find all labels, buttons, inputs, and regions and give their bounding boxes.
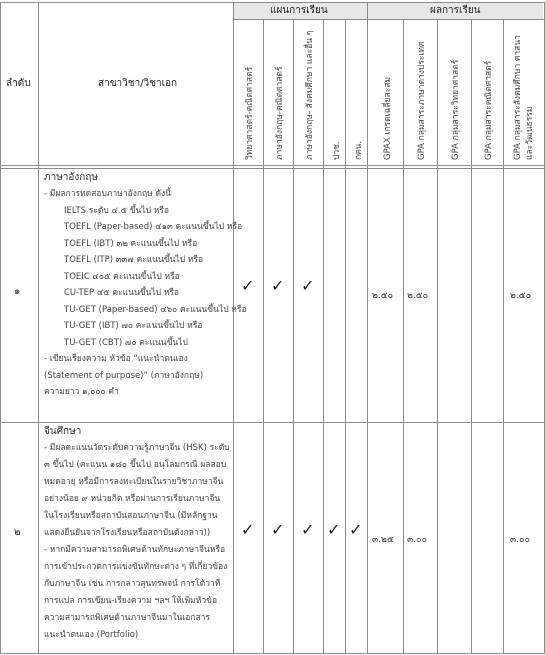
requirement-line: ความสามารถพิเศษด้านภาษาจีนมาในเอกสาร	[44, 613, 211, 623]
requirement-line: ความยาว ๑,๐๐๐ คำ	[44, 387, 119, 397]
requirement-line: ๓ ขึ้นไป (คะแนน ๑๘๐ ขึ้นไป อนุโลมกรณี ผลสอบ	[44, 460, 227, 470]
requirement-line: TOEFL (Paper-based) ๔๑๓ คะแนนขึ้นไป หรือ	[64, 222, 243, 232]
requirement-line: - เขียนเรียงความ หัวข้อ “แนะนำตนเอง	[44, 354, 188, 364]
requirement-line: การเข้าประกวดการแข่งขันทักษะต่าง ๆ ที่เกี่ยวข้อง	[44, 562, 228, 572]
requirement-line: แนะนำตนเอง (Portfolio)	[44, 630, 139, 640]
requirement-line: TOEIC ๔๐๕ คะแนนขึ้นไป หรือ	[64, 271, 180, 282]
check-mark: ✓	[349, 520, 363, 539]
gpa-social-value: ๒.๕๐	[510, 291, 532, 301]
check-mark: ✓	[241, 520, 255, 539]
plan-header-sci-math: วิทยาศาสตร์-คณิตศาสตร์	[245, 66, 255, 160]
gpa-foreign-value: ๒.๕๐	[407, 291, 429, 301]
requirement-line: TU-GET (Paper-based) ๔๖๐ คะแนนขึ้นไป หรือ	[64, 304, 247, 315]
gpax-value: ๓.๒๕	[372, 535, 394, 545]
check-mark: ✓	[241, 276, 255, 295]
result-header-math: GPA กลุ่มสาระคณิตศาสตร์	[484, 60, 494, 160]
row-number: ๑	[14, 286, 21, 297]
check-mark: ✓	[327, 520, 341, 539]
requirement-line: - มีผลการทดสอบภาษาอังกฤษ ดังนี้	[44, 189, 171, 199]
requirement-line: (Statement of purpose)” (ภาษาอังกฤษ)	[44, 370, 204, 381]
row-number: ๒	[14, 527, 21, 538]
result-header-science: GPA กลุ่มสาระวิทยาศาสตร์	[451, 59, 461, 160]
check-mark: ✓	[271, 520, 285, 539]
plan-header-vocational: ปวช.	[332, 141, 342, 160]
gpa-social-value: ๓.๐๐	[510, 535, 530, 545]
check-mark: ✓	[301, 520, 315, 539]
requirement-line: TOEFL (ITP) ๓๓๗ คะแนนขึ้นไป หรือ	[64, 255, 204, 265]
result-header-foreign: GPA กลุ่มสาระภาษาต่างประเทศ	[417, 41, 427, 160]
requirement-line: กับภาษาจีน เช่น การกล่าวสุนทรพจน์ การโต้วาที	[44, 579, 221, 589]
requirement-line: TOEFL (IBT) ๓๒ คะแนนขึ้นไป หรือ	[64, 238, 198, 249]
requirements-list	[44, 440, 230, 644]
requirement-line: หมดอายุ หรือมีการลงทะเบียนในรายวิชาภาษาจีน	[44, 477, 224, 487]
gpax-value: ๒.๕๐	[372, 291, 394, 301]
major-title: จีนศึกษา	[44, 426, 82, 437]
requirement-line: - หากมีความสามารถพิเศษด้านทักษะภาษาจีนหรือ	[44, 545, 226, 555]
plan-group-header: แผนการเรียน	[270, 5, 328, 16]
result-header-social-2: และวัฒนธรรม	[525, 106, 535, 160]
requirement-line: CU-TEP ๔๕ คะแนนขึ้นไป หรือ	[64, 288, 180, 298]
result-header-social-1: GPA กลุ่มสาระสังคมศึกษา ศาสนา	[513, 35, 523, 160]
requirement-line: - มีผลคะแนนวัดระดับความรู้ภาษาจีน (HSK) ระดับ	[44, 443, 230, 453]
results-group-header: ผลการเรียน	[430, 5, 481, 16]
requirement-line: ในโรงเรียนหรือสถาบันสอนภาษาจีน (มีหลักฐาน	[44, 511, 218, 521]
col-no-header: ลำดับ	[6, 78, 31, 89]
plan-header-nonformal: กศน.	[354, 140, 364, 160]
plan-header-eng-math: ภาษาอังกฤษ-คณิตศาสตร์	[275, 66, 285, 160]
requirement-line: TU-GET (CBT) ๗๐ คะแนนขึ้นไป	[64, 337, 188, 348]
result-header-gpax: GPAX เกรดเฉลี่ยสะสม	[383, 76, 393, 160]
requirement-line: IELTS ระดับ ๔.๕ ขึ้นไป หรือ	[64, 205, 170, 216]
requirements-list	[44, 186, 247, 401]
check-mark: ✓	[271, 276, 285, 295]
requirement-line: TU-GET (IBT) ๗๐ คะแนนขึ้นไป หรือ	[64, 321, 203, 331]
major-title: ภาษาอังกฤษ	[44, 172, 99, 183]
plan-header-eng-social: ภาษาอังกฤษ- สังคมศึกษา และอื่น ๆ	[305, 30, 315, 160]
requirement-line: แสดงยืนยันจากโรงเรียนหรือสถาบันดังกล่าว))	[44, 528, 211, 538]
gpa-foreign-value: ๓.๐๐	[407, 535, 427, 545]
col-major-header: สาขาวิชา/วิชาเอก	[98, 78, 178, 89]
requirement-line: การแปล การเขียน-เรียงความ ฯลฯ ให้เพิ่มหัวข้อ	[44, 596, 218, 606]
requirement-line: อย่างน้อย ๙ หน่วยกิต หรือผ่านการเรียนภาษาจีน	[44, 494, 221, 504]
check-mark: ✓	[301, 276, 315, 295]
